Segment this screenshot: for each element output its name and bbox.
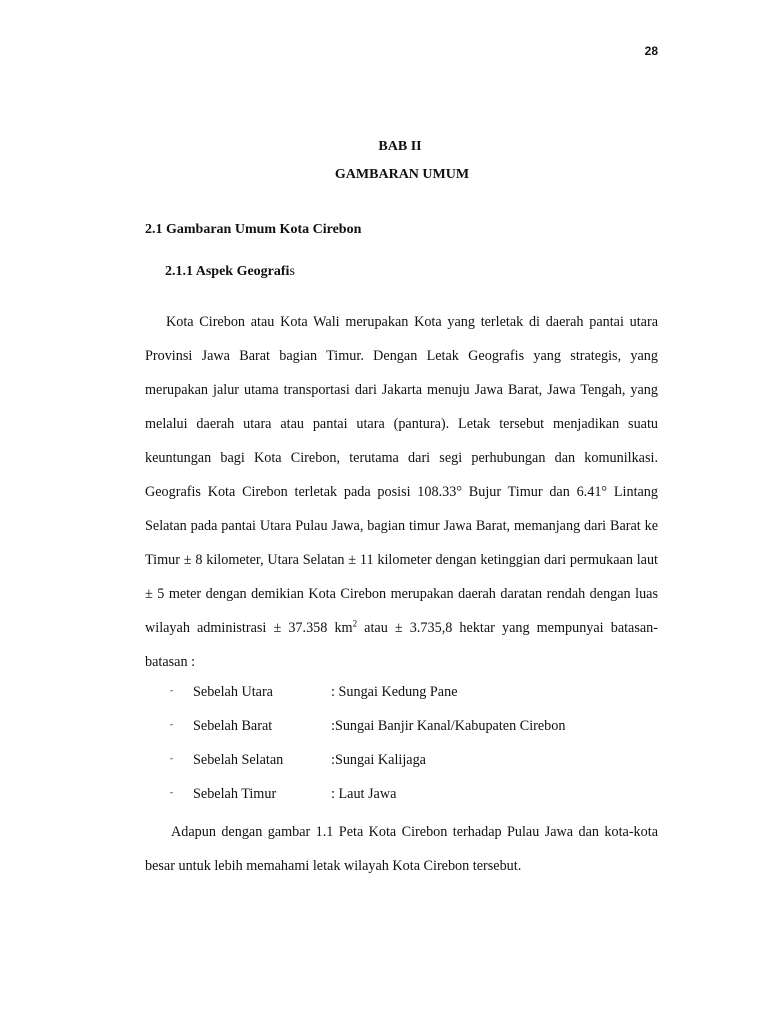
body-paragraph: [145, 305, 658, 679]
border-value: : Laut Jawa: [331, 786, 397, 802]
border-value: : Sungai Kedung Pane: [331, 684, 458, 700]
border-item-west: [145, 718, 665, 752]
paragraph-text: Kota Cirebon atau Kota Wali merupakan Kota yang terletak di daerah pantai utara Provinsi Jawa Barat bagian Timur. Dengan Letak Geografis yang strategis, yang merupakan jalur utama transportasi dari Jakarta menuju Jawa Barat, Jawa Tengah, yang melalui daerah utara atau pantai utara (pantura). Letak tersebut menjadikan suatu keuntungan bagi Kota Cirebon, terutama dari segi perhubungan dan komunilkasi. Geografis Kota Cirebon terletak pada posisi 108.33° Bujur Timur dan 6.41° Lintang Selatan pada pantai Utara Pulau Jawa, bagian timur Jawa Barat, memanjang dari Barat ke Timur ± 8 kilometer, Utara Selatan ± 11 kilometer dengan ketinggian dari permukaan laut ± 5 meter dengan demikian Kota Cirebon merupakan daerah daratan rendah dengan luas wilayah administrasi ± 37.358 km: [145, 314, 658, 636]
border-side: Sebelah Utara: [193, 684, 273, 700]
border-side: Sebelah Timur: [193, 786, 277, 802]
chapter-label: BAB II: [378, 139, 422, 154]
closing-paragraph-text: Adapun dengan gambar 1.1 Peta Kota Cirebon terhadap Pulau Jawa dan kota-kota besar untuk lebih memahami letak wilayah Kota Cirebon tersebut.: [145, 824, 658, 874]
subsection-heading-tail: s: [289, 264, 295, 279]
subsection-heading-bold: 2.1.1 Aspek Geografi: [165, 264, 290, 279]
border-side: Sebelah Selatan: [193, 752, 284, 768]
area-superscript: 2: [352, 618, 358, 629]
subsection-heading: [165, 264, 295, 280]
list-bullet: -: [170, 753, 173, 763]
section-heading: 2.1 Gambaran Umum Kota Cirebon: [145, 222, 362, 237]
chapter-title: GAMBARAN UMUM: [334, 167, 470, 182]
border-value: :Sungai Kalijaga: [331, 752, 426, 768]
list-bullet: -: [170, 719, 173, 729]
page-number: 28: [644, 44, 658, 58]
border-side: Sebelah Barat: [193, 718, 273, 734]
border-list: [145, 684, 665, 820]
paragraph-text-end: atau ± 3.735,8 hektar yang mempunyai batasan-batasan :: [145, 620, 658, 670]
border-item-north: [145, 684, 665, 718]
border-value: :Sungai Banjir Kanal/Kabupaten Cirebon: [331, 718, 566, 734]
closing-paragraph: [145, 815, 658, 883]
border-item-south: [145, 752, 665, 786]
list-bullet: -: [170, 685, 173, 695]
list-bullet: -: [170, 787, 173, 797]
